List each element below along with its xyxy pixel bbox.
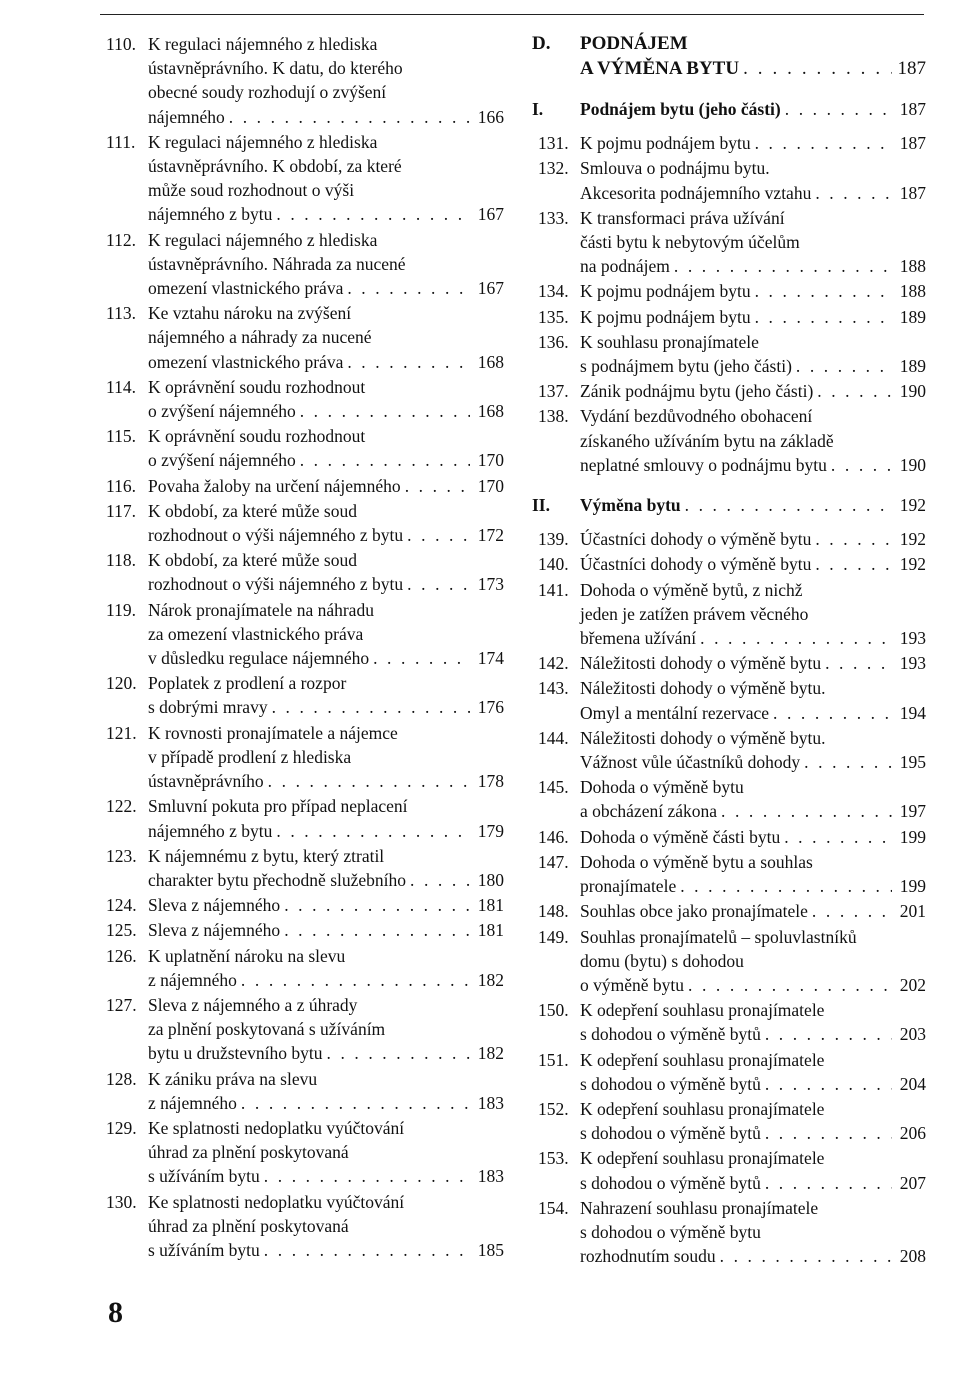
entry-number: 152. bbox=[538, 1098, 569, 1119]
toc-entry bbox=[532, 305, 926, 329]
entry-number: 139. bbox=[538, 529, 569, 550]
entry-number: 115. bbox=[106, 426, 136, 447]
page-ref: 193 bbox=[899, 628, 926, 649]
page-ref: 183 bbox=[477, 1166, 504, 1187]
toc-entry bbox=[532, 379, 926, 403]
leader-dots bbox=[264, 1164, 470, 1188]
entry-number: 120. bbox=[106, 673, 137, 694]
entry-title-line: s užíváním bytu bbox=[148, 1239, 260, 1260]
entry-title-line: o zvýšení nájemného bbox=[148, 401, 296, 422]
page-ref: 167 bbox=[477, 278, 504, 299]
page-ref: 187 bbox=[897, 57, 926, 79]
entry-title-line: rozhodnutím soudu bbox=[580, 1246, 716, 1267]
entry-title-line: nájemného bbox=[148, 106, 225, 127]
leader-dots bbox=[276, 819, 470, 843]
entry-number: 117. bbox=[106, 500, 136, 521]
entry-number: 128. bbox=[106, 1068, 137, 1089]
entry-title-line: části bytu k nebytovým účelům bbox=[580, 232, 800, 253]
toc-right-column bbox=[532, 32, 926, 1268]
entry-title-line: K odepření souhlasu pronajímatele bbox=[580, 1049, 825, 1070]
entry-title-line: Účastníci dohody o výměně bytu bbox=[580, 554, 812, 575]
entry-number: 119. bbox=[106, 599, 136, 620]
entry-title-line: Nahrazení souhlasu pronajímatele bbox=[580, 1197, 819, 1218]
toc-entry bbox=[532, 825, 926, 849]
toc-list-podnajem bbox=[532, 131, 926, 477]
entry-title-line: Dohoda o výměně části bytu bbox=[580, 826, 781, 847]
entry-number: 133. bbox=[538, 207, 569, 228]
toc-entry bbox=[532, 1146, 926, 1194]
toc-entry bbox=[532, 1048, 926, 1096]
page-ref: 192 bbox=[899, 554, 926, 575]
entry-title-line: nájemného z bytu bbox=[148, 204, 273, 225]
toc-list-vymena bbox=[532, 527, 926, 1268]
page-number: 8 bbox=[108, 1296, 123, 1329]
toc-entry bbox=[100, 993, 504, 1066]
page-ref: 194 bbox=[899, 702, 926, 723]
page-ref: 180 bbox=[477, 869, 504, 890]
entry-title-line: Ke splatnosti nedoplatku vyúčtování bbox=[148, 1117, 405, 1138]
entry-title-line: nájemného z bytu bbox=[148, 820, 273, 841]
page-ref: 187 bbox=[899, 182, 926, 203]
entry-title-line: K pojmu podnájem bytu bbox=[580, 306, 751, 327]
entry-title-line: Zánik podnájmu bytu (jeho části) bbox=[580, 381, 814, 402]
entry-number: 116. bbox=[106, 475, 136, 496]
leader-dots bbox=[815, 552, 892, 576]
page-ref: 188 bbox=[899, 256, 926, 277]
entry-number: 110. bbox=[106, 34, 136, 54]
leader-dots bbox=[831, 453, 892, 477]
page-ref: 181 bbox=[477, 895, 504, 916]
entry-number: 126. bbox=[106, 945, 137, 966]
entry-title-line: domu (bytu) s dohodou bbox=[580, 950, 744, 971]
entry-title-line: K regulaci nájemného z hlediska bbox=[148, 131, 378, 152]
leader-dots bbox=[688, 973, 892, 997]
entry-title-line: rozhodnout o výši nájemného z bytu bbox=[148, 574, 404, 595]
page-ref: 201 bbox=[899, 901, 926, 922]
entry-title-line: Náležitosti dohody o výměně bytu. bbox=[580, 678, 826, 699]
entry-title-line: břemena užívání bbox=[580, 628, 697, 649]
leader-dots bbox=[785, 97, 892, 121]
entry-number: 144. bbox=[538, 727, 569, 748]
leader-dots bbox=[720, 1244, 892, 1268]
entry-number: 138. bbox=[538, 406, 569, 427]
entry-number: 151. bbox=[538, 1049, 569, 1070]
page-ref: 195 bbox=[899, 752, 926, 773]
toc-entry bbox=[532, 1196, 926, 1269]
entry-title-line: z nájemného bbox=[148, 969, 237, 990]
entry-number: 127. bbox=[106, 994, 137, 1015]
entry-number: 134. bbox=[538, 281, 569, 302]
toc-entry bbox=[532, 1097, 926, 1145]
leader-dots bbox=[825, 651, 892, 675]
entry-title-line: Smlouva o podnájmu bytu. bbox=[580, 158, 770, 179]
entry-title-line: K regulaci nájemného z hlediska bbox=[148, 34, 378, 54]
entry-title-line: Vydání bezdůvodného obohacení bbox=[580, 406, 813, 427]
entry-title-line: Smluvní pokuta pro případ neplacení bbox=[148, 796, 408, 817]
entry-title-line: Poplatek z prodlení a rozpor bbox=[148, 673, 347, 694]
entry-title-line: s dohodou o výměně bytů bbox=[580, 1172, 761, 1193]
leader-dots bbox=[300, 448, 470, 472]
leader-dots bbox=[700, 626, 892, 650]
entry-number: 140. bbox=[538, 554, 569, 575]
entry-number: 147. bbox=[538, 851, 569, 872]
toc-entry bbox=[100, 844, 504, 892]
entry-title-line: Účastníci dohody o výměně bytu bbox=[580, 529, 812, 550]
entry-title-line: za omezení vlastnického práva bbox=[148, 623, 364, 644]
leader-dots bbox=[765, 1171, 892, 1195]
toc-entry bbox=[100, 32, 504, 129]
entry-number: 145. bbox=[538, 777, 569, 798]
toc-entry bbox=[532, 330, 926, 378]
toc-entry bbox=[100, 918, 504, 942]
page-ref: 192 bbox=[899, 495, 926, 516]
leader-dots bbox=[812, 899, 892, 923]
entry-title-line: Nárok pronajímatele na náhradu bbox=[148, 599, 374, 620]
entry-title-line: Dohoda o výměně bytu a souhlas bbox=[580, 851, 813, 872]
toc-entry bbox=[532, 527, 926, 551]
entry-title-line: charakter bytu přechodně služebního bbox=[148, 869, 407, 890]
entry-number: 121. bbox=[106, 722, 137, 743]
entry-title-line: za plnění poskytovaná s užíváním bbox=[148, 1019, 386, 1040]
part-heading bbox=[532, 32, 926, 81]
entry-title-line: s dohodou o výměně bytů bbox=[580, 1024, 761, 1045]
page-ref: 173 bbox=[477, 574, 504, 595]
entry-title-line: ústavněprávního. K datu, do kterého bbox=[148, 58, 403, 79]
page-ref: 172 bbox=[477, 525, 504, 546]
entry-title-line: ústavněprávního bbox=[148, 771, 264, 792]
entry-title-line: Povaha žaloby na určení nájemného bbox=[148, 475, 401, 496]
entry-title-line: Souhlas obce jako pronajímatele bbox=[580, 901, 808, 922]
page-ref: 189 bbox=[899, 306, 926, 327]
entry-title-line: s dohodou o výměně bytů bbox=[580, 1073, 761, 1094]
leader-dots bbox=[804, 750, 892, 774]
toc-entry bbox=[532, 726, 926, 774]
leader-dots bbox=[815, 181, 892, 205]
entry-title-line: získaného užíváním bytu na základě bbox=[580, 430, 834, 451]
page-ref: 176 bbox=[477, 697, 504, 718]
toc-entry bbox=[532, 998, 926, 1046]
leader-dots bbox=[268, 769, 470, 793]
entry-title-line: ústavněprávního. Náhrada za nucené bbox=[148, 253, 406, 274]
leader-dots bbox=[405, 474, 470, 498]
toc-entry bbox=[100, 893, 504, 917]
leader-dots bbox=[765, 1022, 892, 1046]
entry-title-line: Sleva z nájemného a z úhrady bbox=[148, 994, 358, 1015]
toc-entry bbox=[532, 925, 926, 998]
leader-dots bbox=[755, 131, 892, 155]
entry-number: 141. bbox=[538, 579, 569, 600]
page-ref: 166 bbox=[477, 106, 504, 127]
entry-number: 124. bbox=[106, 895, 137, 916]
entry-number: 113. bbox=[106, 303, 136, 324]
page-ref: 187 bbox=[899, 99, 926, 119]
page-ref: 203 bbox=[899, 1024, 926, 1045]
part-number: D. bbox=[532, 33, 551, 54]
entry-title-line: Akcesorita podnájemního vztahu bbox=[580, 182, 812, 203]
entry-number: 142. bbox=[538, 653, 569, 674]
entry-title-line: K regulaci nájemného z hlediska bbox=[148, 229, 378, 250]
leader-dots bbox=[680, 874, 892, 898]
section-heading-podnajem bbox=[532, 97, 926, 121]
entry-title-line: K odepření souhlasu pronajímatele bbox=[580, 1000, 825, 1021]
toc-entry bbox=[532, 578, 926, 651]
entry-number: 131. bbox=[538, 133, 569, 154]
leader-dots bbox=[347, 350, 470, 374]
toc-entry bbox=[100, 474, 504, 498]
toc-entry bbox=[100, 548, 504, 596]
toc-entry bbox=[532, 156, 926, 204]
leader-dots bbox=[272, 695, 470, 719]
toc-entry bbox=[100, 424, 504, 472]
entry-title-line: a obcházení zákona bbox=[580, 801, 718, 822]
entry-title-line: K souhlasu pronajímatele bbox=[580, 331, 759, 352]
entry-title-line: omezení vlastnického práva bbox=[148, 278, 344, 299]
toc-entry bbox=[532, 899, 926, 923]
leader-dots bbox=[674, 254, 892, 278]
entry-number: 150. bbox=[538, 1000, 569, 1021]
entry-title-line: rozhodnout o výši nájemného z bytu bbox=[148, 525, 404, 546]
entry-number: 129. bbox=[106, 1117, 137, 1138]
leader-dots bbox=[743, 57, 892, 82]
entry-number: 130. bbox=[106, 1191, 137, 1212]
page-ref: 199 bbox=[899, 826, 926, 847]
entry-title-line: K oprávnění soudu rozhodnout bbox=[148, 426, 366, 447]
toc-entry bbox=[100, 1067, 504, 1115]
toc-entry bbox=[532, 651, 926, 675]
entry-title-line: K odepření souhlasu pronajímatele bbox=[580, 1148, 825, 1169]
page-ref: 182 bbox=[477, 1043, 504, 1064]
page-ref: 190 bbox=[899, 381, 926, 402]
leader-dots bbox=[264, 1238, 470, 1262]
part-title-line: PODNÁJEM bbox=[580, 33, 688, 54]
entry-title-line: neplatné smlouvy o podnájmu bytu bbox=[580, 454, 827, 475]
leader-dots bbox=[284, 893, 470, 917]
entry-title-line: s dobrými mravy bbox=[148, 697, 268, 718]
page-ref: 207 bbox=[899, 1172, 926, 1193]
page-ref: 170 bbox=[477, 475, 504, 496]
toc-entry bbox=[532, 131, 926, 155]
page-ref: 197 bbox=[899, 801, 926, 822]
leader-dots bbox=[229, 105, 470, 129]
section-number: II. bbox=[532, 495, 550, 516]
leader-dots bbox=[241, 968, 470, 992]
entry-title-line: K nájemnému z bytu, který ztratil bbox=[148, 845, 385, 866]
page-ref: 204 bbox=[899, 1073, 926, 1094]
section-title: Podnájem bytu (jeho části) bbox=[580, 99, 781, 119]
entry-number: 136. bbox=[538, 331, 569, 352]
toc-entry bbox=[100, 130, 504, 227]
toc-entry bbox=[100, 375, 504, 423]
entry-number: 146. bbox=[538, 826, 569, 847]
entry-title-line: o výměně bytu bbox=[580, 974, 685, 995]
page-ref: 182 bbox=[477, 969, 504, 990]
entry-title-line: může soud rozhodnout o výši bbox=[148, 180, 355, 201]
entry-title-line: Ke splatnosti nedoplatku vyúčtování bbox=[148, 1191, 405, 1212]
page-ref: 208 bbox=[899, 1246, 926, 1267]
entry-number: 135. bbox=[538, 306, 569, 327]
entry-title-line: bytu u družstevního bytu bbox=[148, 1043, 323, 1064]
page-ref: 168 bbox=[477, 401, 504, 422]
leader-dots bbox=[410, 868, 470, 892]
entry-title-line: Náležitosti dohody o výměně bytu bbox=[580, 653, 822, 674]
entry-title-line: o zvýšení nájemného bbox=[148, 450, 296, 471]
entry-title-line: nájemného a náhrady za nucené bbox=[148, 327, 372, 348]
leader-dots bbox=[373, 646, 470, 670]
toc-entry bbox=[100, 721, 504, 794]
toc-entry bbox=[100, 301, 504, 374]
entry-title-line: Ke vztahu nároku na zvýšení bbox=[148, 303, 352, 324]
page-ref: 188 bbox=[899, 281, 926, 302]
page-ref: 181 bbox=[477, 920, 504, 941]
entry-title-line: pronajímatele bbox=[580, 876, 677, 897]
toc-entry bbox=[532, 850, 926, 898]
entry-title-line: úhrad za plnění poskytovaná bbox=[148, 1215, 349, 1236]
page-ref: 187 bbox=[899, 133, 926, 154]
entry-title-line: na podnájem bbox=[580, 256, 670, 277]
leader-dots bbox=[765, 1121, 892, 1145]
entry-title-line: s užíváním bytu bbox=[148, 1166, 260, 1187]
entry-title-line: K pojmu podnájem bytu bbox=[580, 281, 751, 302]
top-rule bbox=[100, 14, 924, 15]
toc-entry bbox=[100, 499, 504, 547]
entry-title-line: K rovnosti pronajímatele a nájemce bbox=[148, 722, 398, 743]
entry-title-line: jeden je zatížen právem věcného bbox=[580, 603, 809, 624]
page-ref: 168 bbox=[477, 351, 504, 372]
leader-dots bbox=[347, 276, 470, 300]
page-ref: 183 bbox=[477, 1092, 504, 1113]
toc-entry bbox=[100, 794, 504, 842]
toc-entry bbox=[100, 598, 504, 671]
page-ref: 206 bbox=[899, 1123, 926, 1144]
entry-number: 137. bbox=[538, 381, 569, 402]
entry-number: 112. bbox=[106, 229, 136, 250]
toc-entry bbox=[100, 1190, 504, 1263]
entry-number: 148. bbox=[538, 901, 569, 922]
entry-title-line: omezení vlastnického práva bbox=[148, 351, 344, 372]
entry-number: 111. bbox=[106, 131, 136, 152]
page-ref: 185 bbox=[477, 1239, 504, 1260]
leader-dots bbox=[784, 825, 892, 849]
entry-title-line: obecné soudy rozhodují o zvýšení bbox=[148, 82, 387, 103]
entry-title-line: K období, za které může soud bbox=[148, 500, 357, 521]
leader-dots bbox=[765, 1072, 892, 1096]
entry-number: 123. bbox=[106, 845, 137, 866]
toc-entry bbox=[532, 775, 926, 823]
part-title-line: A VÝMĚNA BYTU bbox=[580, 57, 740, 79]
entry-number: 153. bbox=[538, 1148, 569, 1169]
leader-dots bbox=[300, 399, 470, 423]
leader-dots bbox=[407, 572, 470, 596]
toc-entry bbox=[532, 206, 926, 279]
page-ref: 170 bbox=[477, 450, 504, 471]
entry-title-line: Dohoda o výměně bytu bbox=[580, 777, 744, 798]
entry-title-line: s dohodou o výměně bytu bbox=[580, 1221, 761, 1242]
toc-entry bbox=[532, 552, 926, 576]
entry-title-line: K uplatnění nároku na slevu bbox=[148, 945, 346, 966]
entry-title-line: v případě prodlení z hlediska bbox=[148, 746, 352, 767]
entry-number: 154. bbox=[538, 1197, 569, 1218]
leader-dots bbox=[773, 701, 892, 725]
toc-entry bbox=[532, 279, 926, 303]
leader-dots bbox=[241, 1091, 470, 1115]
toc-entry bbox=[532, 404, 926, 477]
page-ref: 202 bbox=[899, 974, 926, 995]
page-ref: 167 bbox=[477, 204, 504, 225]
leader-dots bbox=[327, 1041, 471, 1065]
leader-dots bbox=[276, 202, 470, 226]
entry-title-line: s podnájmem bytu (jeho části) bbox=[580, 356, 792, 377]
page-ref: 192 bbox=[899, 529, 926, 550]
toc-entry bbox=[532, 676, 926, 724]
entry-title-line: Omyl a mentální rezervace bbox=[580, 702, 769, 723]
section-title: Výměna bytu bbox=[580, 495, 681, 516]
entry-title-line: ústavněprávního. K období, za které bbox=[148, 156, 402, 177]
entry-title-line: K transformaci práva užívání bbox=[580, 207, 785, 228]
entry-title-line: Dohoda o výměně bytů, z nichž bbox=[580, 579, 803, 600]
entry-title-line: úhrad za plnění poskytovaná bbox=[148, 1142, 349, 1163]
page-ref: 174 bbox=[477, 648, 504, 669]
entry-number: 149. bbox=[538, 926, 569, 947]
entry-title-line: z nájemného bbox=[148, 1092, 237, 1113]
entry-title-line: K odepření souhlasu pronajímatele bbox=[580, 1098, 825, 1119]
section-number: I. bbox=[532, 99, 544, 119]
entry-number: 114. bbox=[106, 376, 136, 397]
entry-number: 125. bbox=[106, 920, 137, 941]
leader-dots bbox=[815, 527, 892, 551]
page-ref: 193 bbox=[899, 653, 926, 674]
leader-dots bbox=[721, 799, 892, 823]
entry-title-line: s dohodou o výměně bytů bbox=[580, 1123, 761, 1144]
leader-dots bbox=[407, 523, 470, 547]
leader-dots bbox=[817, 379, 892, 403]
leader-dots bbox=[284, 918, 470, 942]
toc-left-column bbox=[100, 32, 504, 1262]
entry-number: 118. bbox=[106, 550, 136, 571]
entry-title-line: K oprávnění soudu rozhodnout bbox=[148, 376, 366, 397]
entry-title-line: Vážnost vůle účastníků dohody bbox=[580, 752, 801, 773]
toc-entry bbox=[100, 1116, 504, 1189]
leader-dots bbox=[755, 305, 892, 329]
entry-title-line: Souhlas pronajímatelů – spoluvlastníků bbox=[580, 926, 857, 947]
entry-title-line: K období, za které může soud bbox=[148, 550, 357, 571]
entry-number: 143. bbox=[538, 678, 569, 699]
entry-title-line: Náležitosti dohody o výměně bytu. bbox=[580, 727, 826, 748]
toc-entry bbox=[100, 671, 504, 719]
page-ref: 199 bbox=[899, 876, 926, 897]
entry-number: 132. bbox=[538, 158, 569, 179]
entry-title-line: K pojmu podnájem bytu bbox=[580, 133, 751, 154]
entry-title-line: Sleva z nájemného bbox=[148, 920, 281, 941]
entry-title-line: v důsledku regulace nájemného bbox=[148, 648, 370, 669]
entry-title-line: Sleva z nájemného bbox=[148, 895, 281, 916]
page-ref: 189 bbox=[899, 356, 926, 377]
toc-entry bbox=[100, 944, 504, 992]
toc-entry bbox=[100, 228, 504, 301]
entry-number: 122. bbox=[106, 796, 137, 817]
page-ref: 179 bbox=[477, 820, 504, 841]
leader-dots bbox=[755, 279, 892, 303]
entry-title-line: K zániku práva na slevu bbox=[148, 1068, 318, 1089]
leader-dots bbox=[685, 493, 892, 517]
section-heading-vymena bbox=[532, 493, 926, 517]
page-ref: 178 bbox=[477, 771, 504, 792]
page-ref: 190 bbox=[899, 454, 926, 475]
leader-dots bbox=[796, 354, 892, 378]
